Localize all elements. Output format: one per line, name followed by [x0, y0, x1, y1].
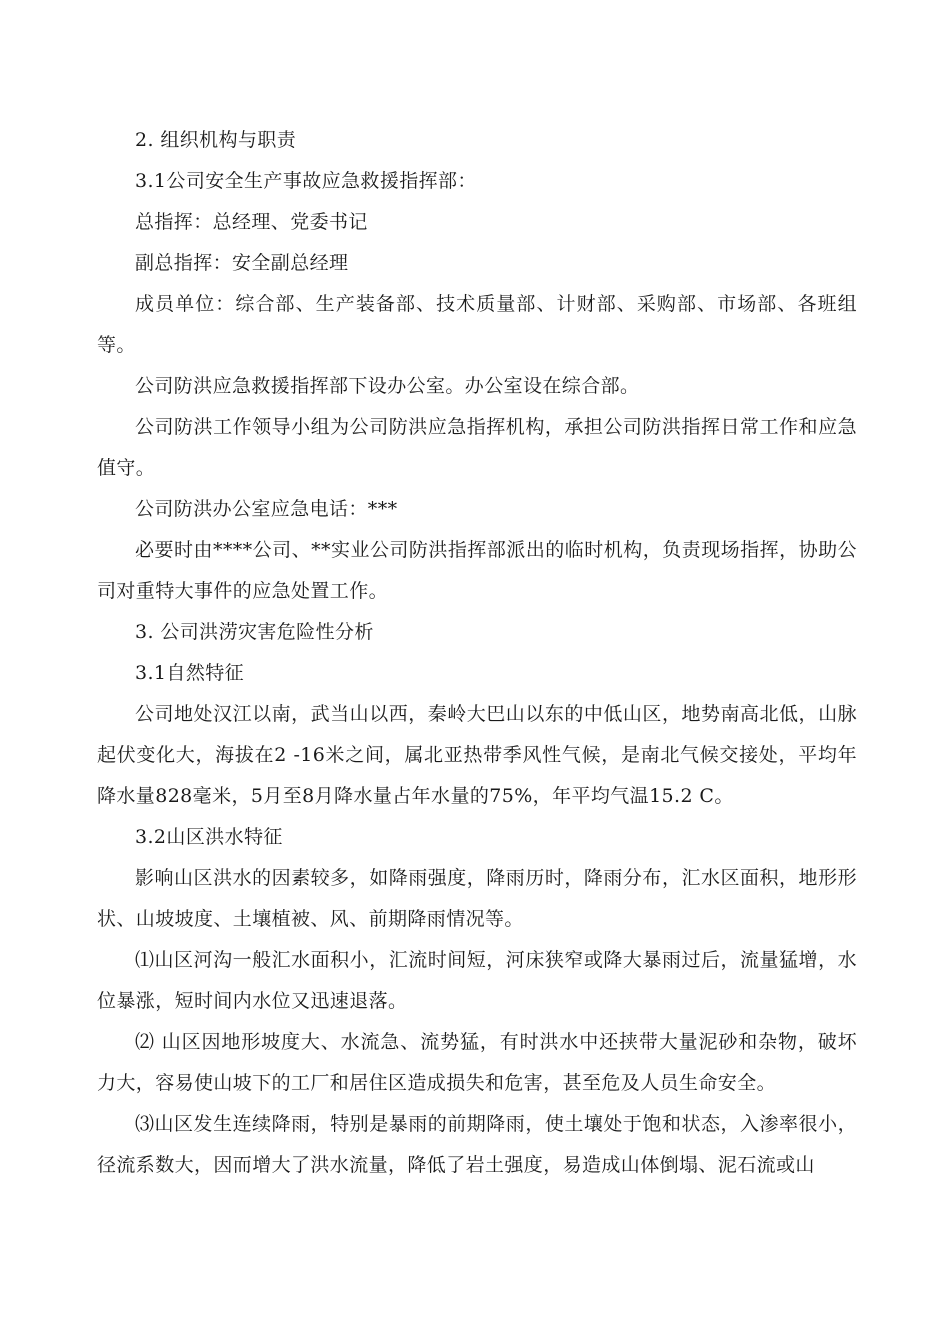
paragraph-deputy-commander: 副总指挥：安全副总经理 [135, 252, 349, 274]
list-item-2: ⑵ 山区因地形坡度大、水流急、流势猛，有时洪水中还挟带大量泥砂和杂物，破坏力大，容易使山坡下的工厂和居住区造成损失和危害，甚至危及人员生命安全。 [97, 1031, 857, 1094]
paragraph-flood-factors: 影响山区洪水的因素较多，如降雨强度，降雨历时，降雨分布，汇水区面积，地形形状、山坡坡度、土壤植被、风、前期降雨情况等。 [97, 867, 857, 930]
list-item-3: ⑶山区发生连续降雨，特别是暴雨的前期降雨，使土壤处于饱和状态，入渗率很小，径流系数大，因而增大了洪水流量，降低了岩土强度，易造成山体倒塌、泥石流或山 [97, 1113, 857, 1176]
list-item-1: ⑴山区河沟一般汇水面积小，汇流时间短，河床狭窄或降大暴雨过后，流量猛增，水位暴涨，短时间内水位又迅速退落。 [97, 949, 857, 1012]
paragraph-emergency-phone: 公司防洪办公室应急电话：*** [135, 498, 398, 520]
section-heading-org: 2. 组织机构与职责 [135, 129, 297, 151]
subsection-heading-natural: 3.1自然特征 [135, 662, 245, 684]
subsection-heading-command: 3.1公司安全生产事故应急救援指挥部： [135, 170, 477, 192]
paragraph-leading-group: 公司防洪工作领导小组为公司防洪应急指挥机构，承担公司防洪指挥日常工作和应急值守。 [97, 416, 857, 479]
paragraph-member-units: 成员单位：综合部、生产装备部、技术质量部、计财部、采购部、市场部、各班组等。 [97, 293, 857, 356]
document-body [97, 120, 857, 1186]
section-heading-risk-analysis: 3. 公司洪涝灾害危险性分析 [135, 621, 374, 643]
paragraph-natural-features: 公司地处汉江以南，武当山以西，秦岭大巴山以东的中低山区，地势南高北低，山脉起伏变化大，海拔在2 -16米之间，属北亚热带季风性气候，是南北气候交接处，平均年降水量828毫米，5月至8月降水量占年水量的75%，年平均气温15.2 C。 [97, 703, 857, 807]
paragraph-office: 公司防洪应急救援指挥部下设办公室。办公室设在综合部。 [135, 375, 640, 397]
paragraph-commander: 总指挥：总经理、党委书记 [135, 211, 368, 233]
paragraph-temporary-agency: 必要时由****公司、**实业公司防洪指挥部派出的临时机构，负责现场指挥，协助公司对重特大事件的应急处置工作。 [97, 539, 857, 602]
subsection-heading-mountain-flood: 3.2山区洪水特征 [135, 826, 283, 848]
